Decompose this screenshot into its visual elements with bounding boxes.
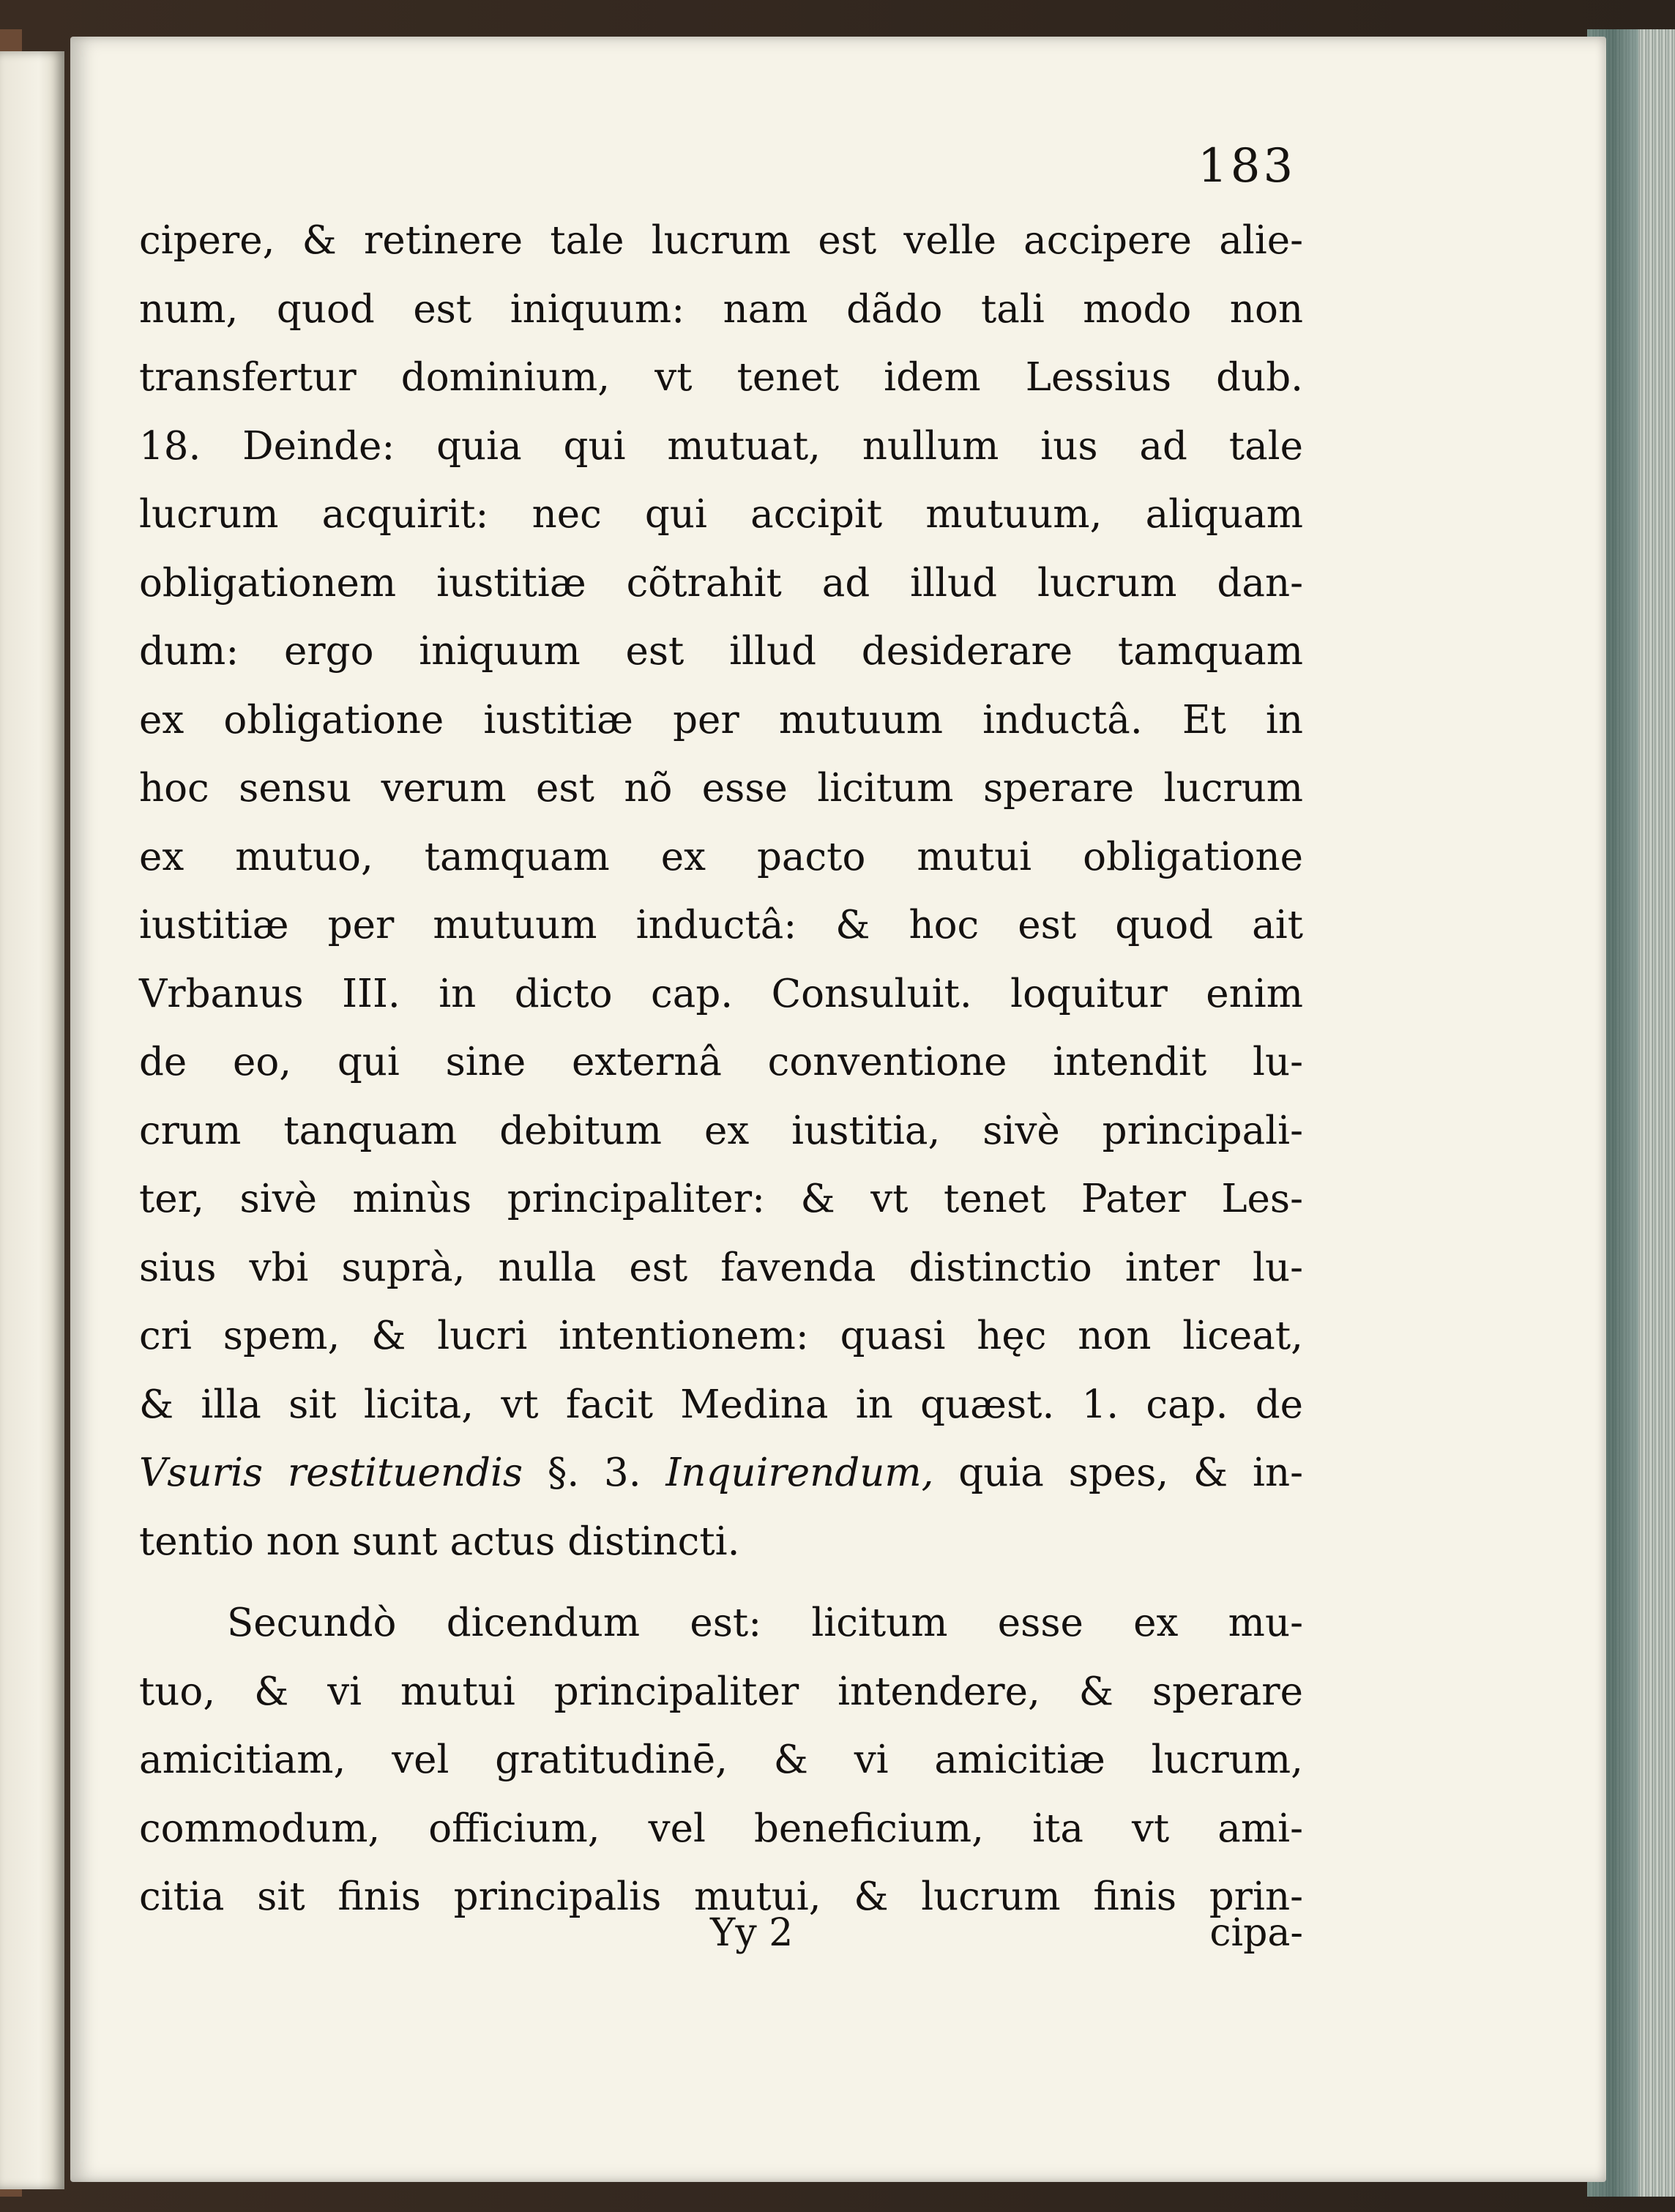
text-line: citia sit finis principalis mutui, & lucrum finis prin-	[139, 1874, 1303, 1919]
text-line: hoc sensu verum est nõ esse licitum sperare lucrum	[139, 766, 1303, 811]
italic-keyword: Inquirendum,	[665, 1451, 934, 1495]
text-line: transfertur dominium, vt tenet idem Lessius dub.	[139, 355, 1303, 400]
text-line: lucrum acquirit: nec qui accipit mutuum, aliquam	[139, 492, 1303, 537]
text-segment: §. 3.	[523, 1451, 666, 1495]
text-line: crum tanquam debitum ex iustitia, sivè principali-	[139, 1108, 1303, 1153]
italic-title: Vsuris restituendis	[139, 1451, 523, 1495]
text-line: amicitiam, vel gratitudinē, & vi amicitiæ lucrum,	[139, 1738, 1303, 1782]
text-line: & illa sit licita, vt facit Medina in quæst. 1. cap. de	[139, 1382, 1303, 1427]
page-footer	[139, 1900, 1303, 1966]
text-line: commodum, officium, vel beneficium, ita vt ami-	[139, 1806, 1303, 1851]
text-line: sius vbi suprà, nulla est favenda distinctio inter lu-	[139, 1245, 1303, 1290]
text-line: obligationem iustitiæ cõtrahit ad illud lucrum dan-	[139, 560, 1303, 606]
text-line: tuo, & vi mutui principaliter intendere, & sperare	[139, 1669, 1303, 1714]
text-line: cipere, & retinere tale lucrum est velle accipere alie-	[139, 218, 1303, 263]
text-line: iustitiæ per mutuum inductâ: & hoc est quod ait	[139, 903, 1303, 947]
paragraph-start-line: Secundò dicendum est: licitum esse ex mu-	[227, 1601, 1303, 1645]
previous-page-edge	[0, 51, 64, 2189]
text-line: ex obligatione iustitiæ per mutuum inductâ. Et in	[139, 697, 1303, 742]
text-line: 18. Deinde: quia qui mutuat, nullum ius ad tale	[139, 423, 1303, 469]
page-number: 183	[1198, 139, 1297, 193]
text-line: ex mutuo, tamquam ex pacto mutui obligatione	[139, 834, 1303, 879]
text-line: cri spem, & lucri intentionem: quasi hęc non liceat,	[139, 1314, 1303, 1358]
text-line-mixed	[139, 1439, 1303, 1508]
catchword: cipa-	[1209, 1911, 1303, 1955]
text-line: tentio non sunt actus distincti.	[139, 1519, 740, 1564]
text-line: dum: ergo iniquum est illud desiderare tamquam	[139, 629, 1303, 674]
text-line: Vrbanus III. in dicto cap. Consuluit. loquitur enim	[139, 971, 1303, 1016]
text-line: ter, sivè minùs principaliter: & vt tenet Pater Les-	[139, 1177, 1303, 1221]
text-block	[139, 206, 1303, 1932]
text-line: de eo, qui sine externâ conventione intendit lu-	[139, 1040, 1303, 1084]
signature-mark: Yy 2	[710, 1911, 794, 1955]
book-page	[70, 37, 1606, 2182]
text-line: num, quod est iniquum: nam dãdo tali modo non	[139, 286, 1303, 332]
text-segment: quia spes, & in-	[933, 1451, 1303, 1495]
